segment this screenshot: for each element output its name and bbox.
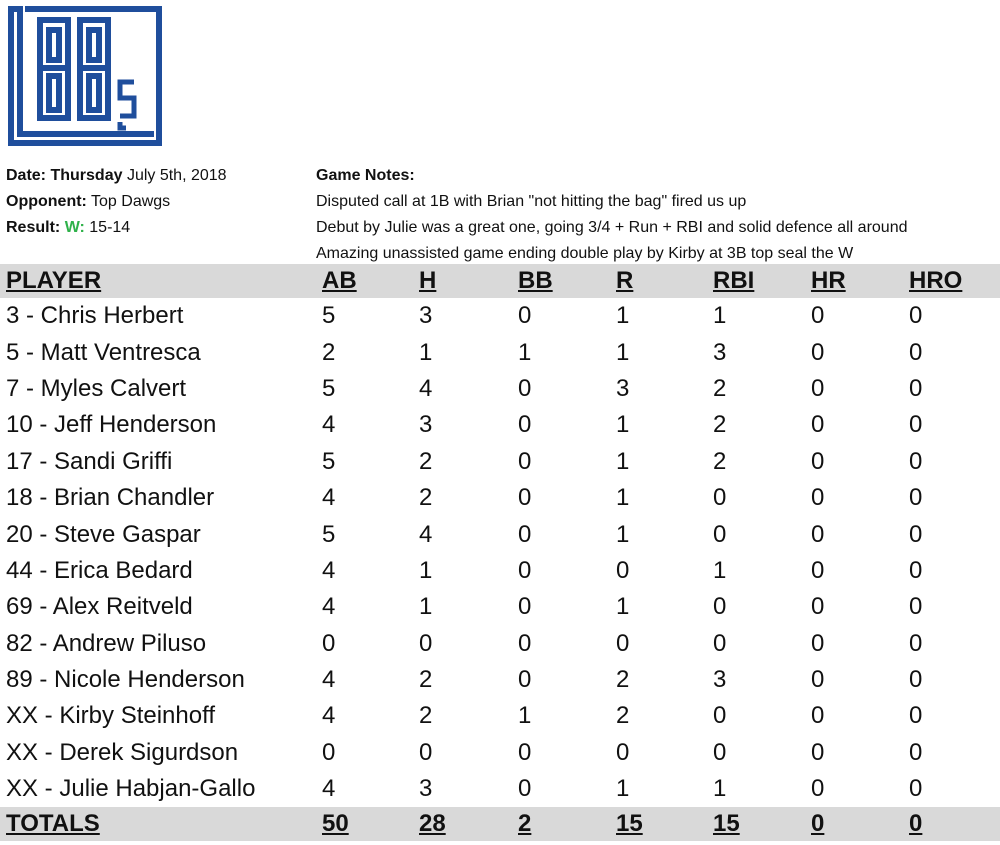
column-header-hro: HRO <box>903 264 1000 298</box>
stat-cell-r: 0 <box>616 556 630 584</box>
stat-cell-bb: 0 <box>518 775 532 803</box>
stat-cell-bb: 0 <box>518 556 532 584</box>
player-row <box>0 298 1000 334</box>
stat-cell-r: 1 <box>616 447 630 475</box>
stat-cell-h: 2 <box>419 447 433 475</box>
player-name-cell: 89 - Nicole Henderson <box>6 666 245 694</box>
stat-cell-bb: 0 <box>518 666 532 694</box>
player-row <box>0 407 1000 443</box>
stat-cell-h: 0 <box>419 629 433 657</box>
stat-cell-hro: 0 <box>909 520 923 548</box>
stat-cell-hr: 0 <box>811 411 825 439</box>
stat-cell-r: 3 <box>616 374 630 402</box>
column-header-rbi: RBI <box>707 264 805 298</box>
stats-header-row <box>0 264 1000 298</box>
stat-cell-h: 3 <box>419 775 433 803</box>
stat-cell-r: 1 <box>616 775 630 803</box>
player-name-cell: 69 - Alex Reitveld <box>6 593 193 621</box>
stat-cell-ab: 4 <box>322 702 336 730</box>
stat-cell-bb: 0 <box>518 520 532 548</box>
stat-cell-bb: 0 <box>518 302 532 330</box>
total-rbi: 15 <box>707 807 805 841</box>
stat-cell-r: 2 <box>616 702 630 730</box>
stat-cell-rbi: 0 <box>713 629 727 657</box>
stat-cell-ab: 4 <box>322 484 336 512</box>
stat-cell-hro: 0 <box>909 629 923 657</box>
stat-cell-bb: 0 <box>518 447 532 475</box>
player-name-cell: 44 - Erica Bedard <box>6 556 193 584</box>
opponent-value: Top Dawgs <box>91 193 171 210</box>
stat-cell-bb: 0 <box>518 593 532 621</box>
player-name-cell: XX - Kirby Steinhoff <box>6 702 215 730</box>
player-row <box>0 334 1000 370</box>
date-line <box>6 163 227 189</box>
stat-cell-hr: 0 <box>811 666 825 694</box>
result-label: Result: <box>6 219 61 236</box>
stat-cell-ab: 4 <box>322 556 336 584</box>
game-note: Amazing unassisted game ending double play by Kirby at 3B top seal the W <box>316 245 854 262</box>
stat-cell-h: 1 <box>419 338 433 366</box>
stat-cell-hr: 0 <box>811 702 825 730</box>
stat-cell-rbi: 1 <box>713 775 727 803</box>
stat-cell-r: 1 <box>616 302 630 330</box>
player-name-cell: XX - Julie Habjan-Gallo <box>6 775 256 803</box>
player-row <box>0 735 1000 771</box>
date-value: July 5th, 2018 <box>126 167 227 184</box>
column-header-ab: AB <box>316 264 413 298</box>
game-info <box>6 163 227 241</box>
player-row <box>0 662 1000 698</box>
stat-cell-hr: 0 <box>811 520 825 548</box>
total-hr: 0 <box>805 807 903 841</box>
totals-label: TOTALS <box>0 807 316 841</box>
stat-cell-rbi: 1 <box>713 302 727 330</box>
player-name-cell: 10 - Jeff Henderson <box>6 411 217 439</box>
stat-cell-r: 1 <box>616 520 630 548</box>
stat-cell-h: 2 <box>419 702 433 730</box>
stat-cell-hro: 0 <box>909 484 923 512</box>
stat-cell-rbi: 2 <box>713 411 727 439</box>
stat-cell-ab: 5 <box>322 374 336 402</box>
stat-cell-ab: 4 <box>322 411 336 439</box>
total-r: 15 <box>610 807 707 841</box>
player-row <box>0 480 1000 516</box>
total-h: 28 <box>413 807 512 841</box>
stat-cell-r: 0 <box>616 629 630 657</box>
stat-cell-rbi: 0 <box>713 593 727 621</box>
stat-cell-hro: 0 <box>909 411 923 439</box>
stat-cell-ab: 2 <box>322 338 336 366</box>
result-score: 15-14 <box>89 219 131 236</box>
totals-row <box>0 807 1000 841</box>
stat-cell-hr: 0 <box>811 775 825 803</box>
stat-cell-hro: 0 <box>909 374 923 402</box>
stat-cell-hr: 0 <box>811 484 825 512</box>
player-row <box>0 516 1000 552</box>
stat-cell-bb: 0 <box>518 374 532 402</box>
stat-cell-hro: 0 <box>909 593 923 621</box>
stat-cell-rbi: 0 <box>713 738 727 766</box>
stat-cell-rbi: 0 <box>713 702 727 730</box>
stat-cell-hr: 0 <box>811 374 825 402</box>
stat-cell-h: 2 <box>419 666 433 694</box>
column-header-r: R <box>610 264 707 298</box>
opponent-label: Opponent: <box>6 193 87 210</box>
stat-cell-hr: 0 <box>811 593 825 621</box>
player-name-cell: 7 - Myles Calvert <box>6 374 187 402</box>
player-row <box>0 771 1000 807</box>
stat-cell-hro: 0 <box>909 775 923 803</box>
stat-cell-h: 4 <box>419 520 433 548</box>
result-outcome: W: <box>64 219 85 236</box>
stat-cell-rbi: 0 <box>713 484 727 512</box>
stat-cell-h: 1 <box>419 556 433 584</box>
total-bb: 2 <box>512 807 610 841</box>
game-notes-header: Game Notes: <box>316 167 415 184</box>
player-row <box>0 589 1000 625</box>
player-name-cell: XX - Derek Sigurdson <box>6 738 239 766</box>
game-notes <box>316 163 908 267</box>
stat-cell-h: 4 <box>419 374 433 402</box>
stat-cell-ab: 5 <box>322 447 336 475</box>
stats-table <box>0 264 1000 841</box>
stat-cell-h: 0 <box>419 738 433 766</box>
column-header-player: PLAYER <box>0 264 316 298</box>
player-row <box>0 444 1000 480</box>
stat-cell-bb: 1 <box>518 702 532 730</box>
stat-cell-bb: 0 <box>518 484 532 512</box>
date-day: Thursday <box>50 167 123 184</box>
stat-cell-r: 1 <box>616 484 630 512</box>
stat-cell-rbi: 3 <box>713 666 727 694</box>
player-row <box>0 698 1000 734</box>
stat-cell-bb: 0 <box>518 411 532 439</box>
stat-cell-rbi: 2 <box>713 447 727 475</box>
column-header-hr: HR <box>805 264 903 298</box>
stat-cell-rbi: 3 <box>713 338 727 366</box>
stat-cell-ab: 5 <box>322 520 336 548</box>
stat-cell-r: 1 <box>616 338 630 366</box>
total-ab: 50 <box>316 807 413 841</box>
stat-cell-r: 1 <box>616 593 630 621</box>
stat-cell-hro: 0 <box>909 302 923 330</box>
player-name-cell: 18 - Brian Chandler <box>6 484 215 512</box>
player-row <box>0 371 1000 407</box>
stat-cell-hro: 0 <box>909 702 923 730</box>
column-header-bb: BB <box>512 264 610 298</box>
player-name-cell: 82 - Andrew Piluso <box>6 629 207 657</box>
stat-cell-h: 3 <box>419 411 433 439</box>
date-label: Date: <box>6 167 47 184</box>
player-name-cell: 20 - Steve Gaspar <box>6 520 201 548</box>
stat-cell-bb: 0 <box>518 629 532 657</box>
stat-cell-rbi: 1 <box>713 556 727 584</box>
column-header-h: H <box>413 264 512 298</box>
stat-cell-bb: 1 <box>518 338 532 366</box>
team-logo <box>8 6 162 146</box>
stat-cell-hr: 0 <box>811 302 825 330</box>
stat-cell-hr: 0 <box>811 629 825 657</box>
player-name-cell: 17 - Sandi Griffi <box>6 447 173 475</box>
stat-cell-ab: 0 <box>322 629 336 657</box>
stat-cell-bb: 0 <box>518 738 532 766</box>
player-name-cell: 5 - Matt Ventresca <box>6 338 201 366</box>
total-hro: 0 <box>903 807 1000 841</box>
stat-cell-rbi: 2 <box>713 374 727 402</box>
game-note: Debut by Julie was a great one, going 3/4 + Run + RBI and solid defence all around <box>316 219 908 236</box>
stat-cell-hr: 0 <box>811 447 825 475</box>
stat-cell-h: 2 <box>419 484 433 512</box>
stat-cell-ab: 5 <box>322 302 336 330</box>
stat-cell-r: 0 <box>616 738 630 766</box>
stat-cell-ab: 4 <box>322 775 336 803</box>
player-name-cell: 3 - Chris Herbert <box>6 302 184 330</box>
stat-cell-hro: 0 <box>909 447 923 475</box>
player-row <box>0 553 1000 589</box>
game-note: Disputed call at 1B with Brian "not hitting the bag" fired us up <box>316 193 747 210</box>
stat-cell-hro: 0 <box>909 338 923 366</box>
player-row <box>0 626 1000 662</box>
stat-cell-hr: 0 <box>811 738 825 766</box>
stat-cell-rbi: 0 <box>713 520 727 548</box>
stat-cell-ab: 0 <box>322 738 336 766</box>
stat-cell-ab: 4 <box>322 666 336 694</box>
stat-cell-hr: 0 <box>811 338 825 366</box>
stat-cell-hro: 0 <box>909 738 923 766</box>
stat-cell-hro: 0 <box>909 556 923 584</box>
result-line <box>6 215 227 241</box>
stat-cell-h: 3 <box>419 302 433 330</box>
stat-cell-hro: 0 <box>909 666 923 694</box>
stat-cell-ab: 4 <box>322 593 336 621</box>
stat-cell-h: 1 <box>419 593 433 621</box>
stat-cell-hr: 0 <box>811 556 825 584</box>
opponent-line <box>6 189 227 215</box>
stat-cell-r: 1 <box>616 411 630 439</box>
stat-cell-r: 2 <box>616 666 630 694</box>
stats-body <box>0 298 1000 841</box>
